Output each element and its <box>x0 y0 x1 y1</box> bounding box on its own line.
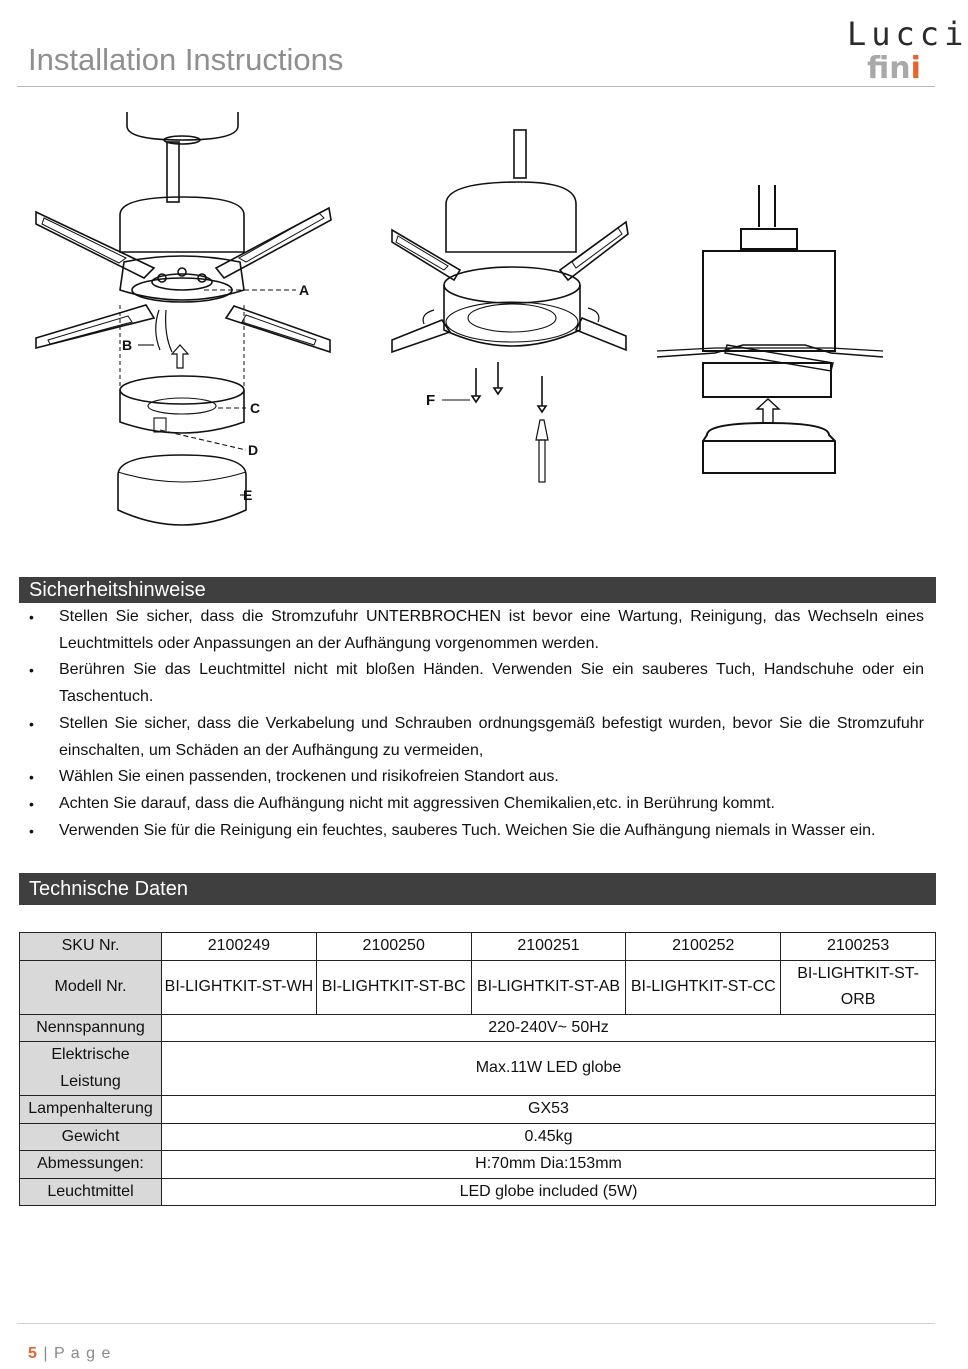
table-cell: BI-LIGHTKIT-ST-WH <box>162 960 317 1014</box>
list-item <box>26 604 924 657</box>
list-item-text: Achten Sie darauf, dass die Aufhängung nicht mit aggressiven Chemikalien,etc. in Berührung kommt. <box>59 794 775 812</box>
table-label-cell: Leuchtmittel <box>20 1178 162 1206</box>
logo-wordmark-top: Lucci <box>847 15 968 53</box>
list-item <box>26 818 924 845</box>
spec-table <box>19 932 936 1206</box>
table-label-cell: Nennspannung <box>20 1014 162 1042</box>
bullet-icon: • <box>29 822 34 839</box>
callout-label-e: E <box>243 487 253 503</box>
list-item-text: Berühren Sie das Leuchtmittel nicht mit bloßen Händen. Verwenden Sie ein sauberes Tuch, Handschuhe oder ein Taschentuch. <box>59 661 924 706</box>
brand-logo <box>847 15 968 86</box>
table-cell: BI-LIGHTKIT-ST-AB <box>471 960 626 1014</box>
list-item <box>26 764 924 791</box>
bullet-icon: • <box>29 795 34 812</box>
table-cell: LED globe included (5W) <box>162 1178 936 1206</box>
table-cell: 2100253 <box>781 933 936 961</box>
table-cell: Max.11W LED globe <box>162 1042 936 1096</box>
diagram-screw-fixing <box>390 130 630 490</box>
callout-label-d: D <box>248 442 259 458</box>
logo-fin: fin <box>867 51 911 86</box>
bullet-icon: • <box>29 769 34 786</box>
table-label-cell: Modell Nr. <box>20 960 162 1014</box>
list-item <box>26 791 924 818</box>
table-cell: 2100250 <box>316 933 471 961</box>
footer-separator: | <box>37 1345 54 1362</box>
section-heading-safety: Sicherheitshinweise <box>19 577 936 603</box>
table-row <box>20 1014 936 1042</box>
table-label-cell: Gewicht <box>20 1123 162 1151</box>
table-label-cell: Lampenhalterung <box>20 1096 162 1124</box>
table-row <box>20 1178 936 1206</box>
callout-label-f: F <box>426 392 436 409</box>
page-title: Installation Instructions <box>28 42 344 77</box>
callout-label-c: C <box>250 400 261 416</box>
table-cell: 2100252 <box>626 933 781 961</box>
table-cell: 220-240V~ 50Hz <box>162 1014 936 1042</box>
table-row <box>20 933 936 961</box>
table-cell: 2100249 <box>162 933 317 961</box>
table-cell: BI-LIGHTKIT-ST-ORB <box>781 960 936 1014</box>
list-item <box>26 711 924 764</box>
callout-label-b: B <box>122 337 133 353</box>
diagram-simplified-assembly <box>655 185 885 480</box>
list-item-text: Wählen Sie einen passenden, trockenen und risikofreien Standort aus. <box>59 768 559 786</box>
callout-label-a: A <box>299 282 310 298</box>
bullet-icon: • <box>29 662 34 679</box>
table-label-cell: Elektrische Leistung <box>20 1042 162 1096</box>
table-cell: 0.45kg <box>162 1123 936 1151</box>
footer-page-word: P a g e <box>53 1345 112 1362</box>
diagram-exploded-view <box>34 100 334 545</box>
list-item-text: Verwenden Sie für die Reinigung ein feuchtes, sauberes Tuch. Weichen Sie die Aufhängung niemals in Wasser ein. <box>59 821 876 839</box>
page-footer <box>28 1345 111 1363</box>
safety-list <box>26 604 924 844</box>
table-cell: BI-LIGHTKIT-ST-CC <box>626 960 781 1014</box>
bullet-icon: • <box>29 609 34 625</box>
table-row <box>20 1123 936 1151</box>
logo-accent-letter: i <box>910 51 921 86</box>
table-cell: BI-LIGHTKIT-ST-BC <box>316 960 471 1014</box>
bullet-icon: • <box>29 715 34 732</box>
page-number: 5 <box>28 1345 38 1362</box>
table-row <box>20 1096 936 1124</box>
table-label-cell: Abmessungen: <box>20 1151 162 1179</box>
list-item <box>26 657 924 710</box>
footer-divider <box>17 1323 935 1324</box>
table-row <box>20 960 936 1014</box>
logo-wordmark-bottom <box>867 51 921 86</box>
table-row <box>20 1042 936 1096</box>
header-divider <box>17 86 935 87</box>
list-item-text: Stellen Sie sicher, dass die Stromzufuhr UNTERBROCHEN ist bevor eine Wartung, Reinigung, das Wechseln eines Leuchtmittels oder Anpassungen an der Aufhängung vorgenommen werden. <box>59 608 924 652</box>
table-label-cell: SKU Nr. <box>20 933 162 961</box>
table-cell: H:70mm Dia:153mm <box>162 1151 936 1179</box>
table-row <box>20 1151 936 1179</box>
section-heading-tech: Technische Daten <box>19 873 936 905</box>
table-cell: 2100251 <box>471 933 626 961</box>
table-cell: GX53 <box>162 1096 936 1124</box>
list-item-text: Stellen Sie sicher, dass die Verkabelung und Schrauben ordnungsgemäß befestigt wurden, bevor Sie die Stromzufuhr einschalten, um Schäden an der Aufhängung zu vermeiden, <box>59 714 924 759</box>
